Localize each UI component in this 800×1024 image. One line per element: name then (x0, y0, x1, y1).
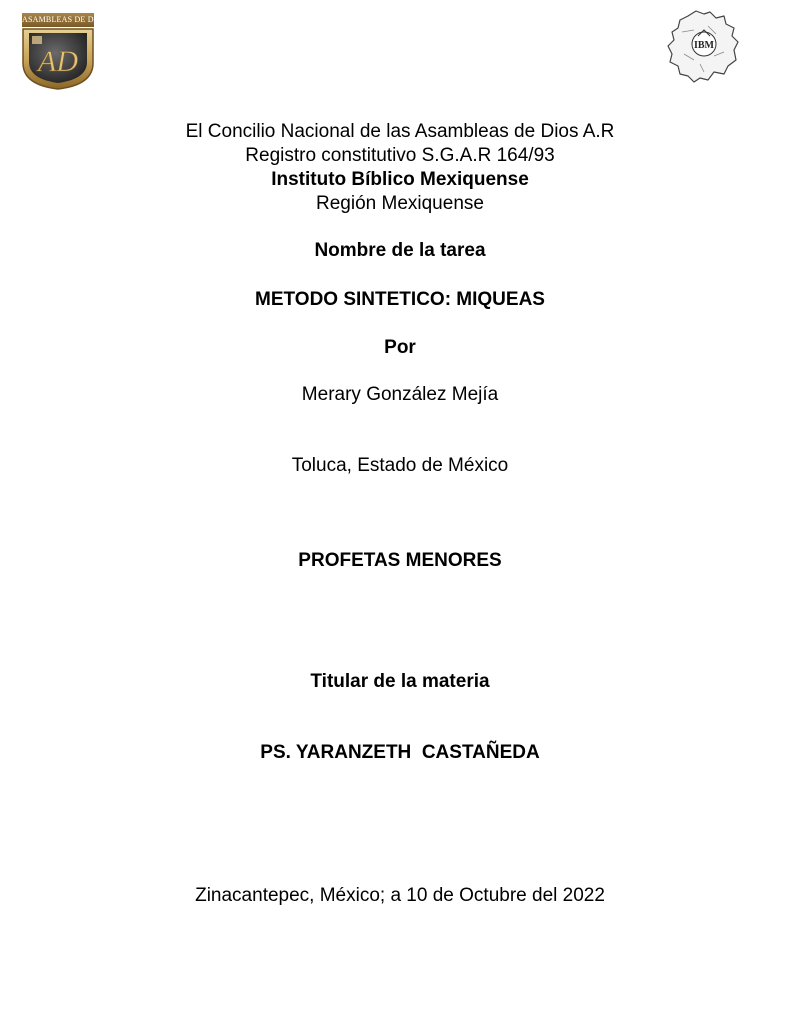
region-name: Región Mexiquense (316, 193, 484, 214)
instructor-label: Titular de la materia (310, 671, 490, 692)
council-name: El Concilio Nacional de las Asambleas de Dios A.R (185, 121, 615, 142)
instituto-biblico-logo (664, 8, 742, 86)
location: Toluca, Estado de México (291, 455, 509, 476)
date-line: Zinacantepec, México; a 10 de Octubre del 2022 (195, 885, 605, 906)
registration-number: Registro constitutivo S.G.A.R 164/93 (245, 145, 555, 166)
logo-banner-text: ASAMBLEAS DE DIOS (22, 13, 94, 27)
ibm-monogram: IBM (694, 40, 714, 51)
by-label: Por (384, 337, 416, 358)
shield-emblem-icon (20, 27, 96, 91)
estado-de-mexico-map-icon (664, 8, 742, 86)
assignment-title: METODO SINTETICO: MIQUEAS (255, 289, 545, 310)
institute-name: Instituto Bíblico Mexiquense (271, 169, 529, 190)
asambleas-de-dios-logo (20, 13, 108, 91)
instructor-name: PS. YARANZETH CASTAÑEDA (260, 742, 540, 763)
author-name: Merary González Mejía (301, 384, 499, 405)
course-name: PROFETAS MENORES (298, 550, 502, 571)
logo-monogram: AD (38, 45, 78, 78)
assignment-label: Nombre de la tarea (314, 240, 486, 261)
